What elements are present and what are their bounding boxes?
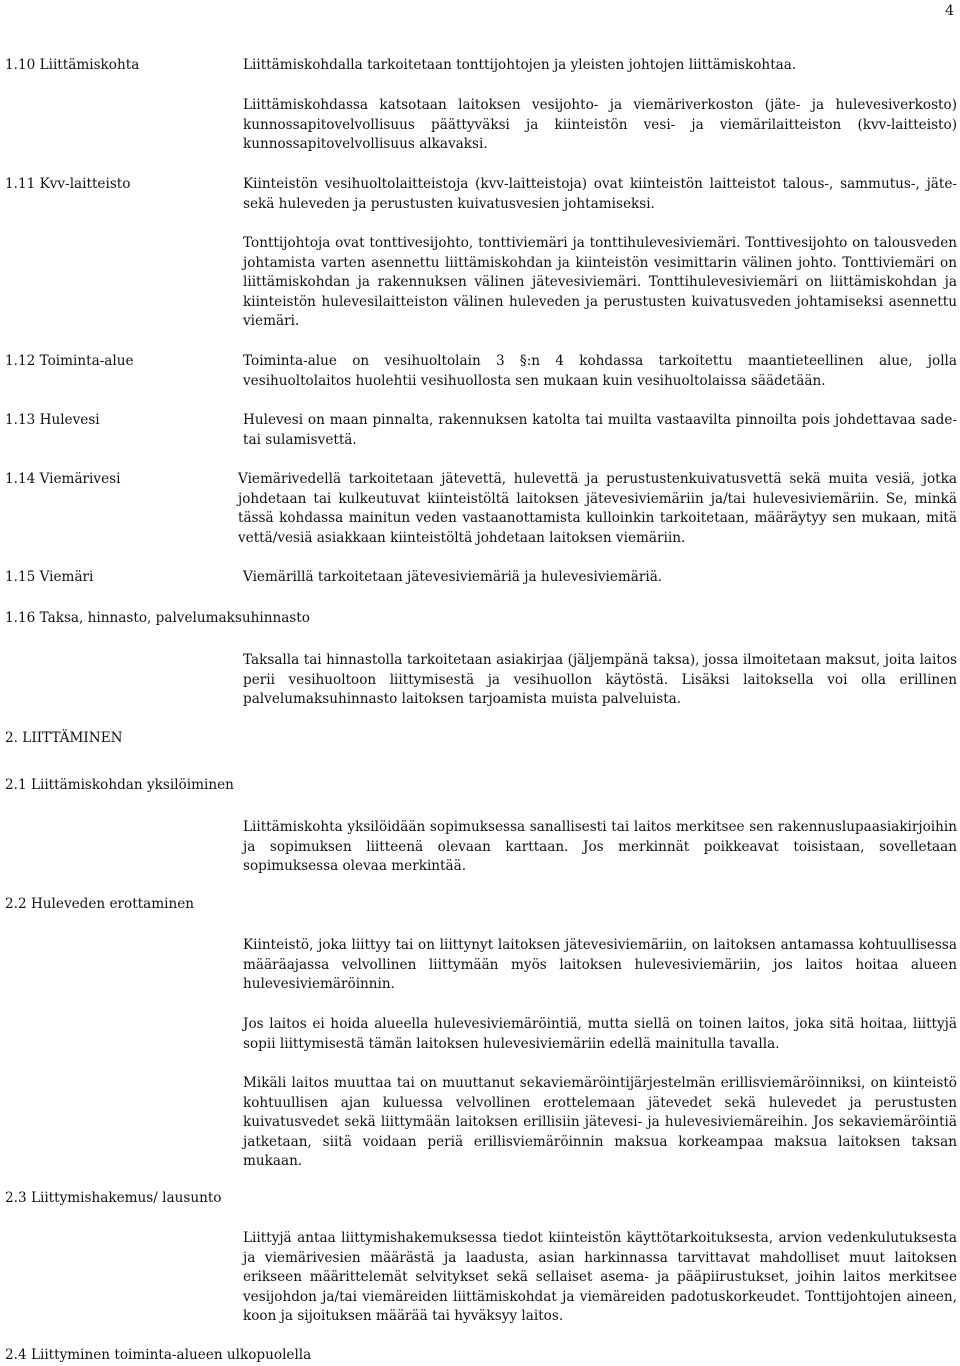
section-term: 1.15 Viemäri (5, 569, 94, 585)
section-paragraph: Tonttijohtoja ovat tonttivesijohto, tonttiviemäri ja tonttihulevesiviemäri. Tonttivesijohto on talousveden johtamista varten asennettu liittämiskohdan ja kiinteistön vesimittarin välinen johto. Tonttiviemäri on liittämiskohdan ja rakennuksen välinen jätevesiviemäri. Tonttihulevesiviemäri on liittämiskohdan ja kiinteistön hulevesilaitteiston välinen huleveden ja perustusten kuivatusveden johtamiseksi asennettu viemäri. (243, 235, 957, 330)
section-paragraph: Jos laitos ei hoida alueella hulevesiviemäröintiä, mutta siellä on toinen laitos, joka sitä hoitaa, liittyjä sopii liittymisestä tämän laitoksen hulevesiviemäriin edellä mainitulla tavalla. (243, 1016, 957, 1052)
section-paragraph: Taksalla tai hinnastolla tarkoitetaan asiakirjaa (jäljempänä taksa), jossa ilmoitetaan maksut, joita laitos perii vesihuoltoon liittymisestä ja vesihuollon käytöstä. Lisäksi laitoksella voi olla erillinen palvelumaksuhinnasto laitoksen tarjoamista muista palveluista. (243, 652, 957, 708)
section-paragraph: Mikäli laitos muuttaa tai on muuttanut sekaviemäröintijärjestelmän erillisviemäröinniksi, on kiinteistö kohtuullisen ajan kuluessa velvollinen erottelemaan jätevedet sekä hulevedet ja perustusten kuivatusvedet sekä liittymään laitoksen erillisiin jätevesi- ja hulevesiviemäreihin. Jos sekaviemäröintiä jatketaan, siitä voidaan periä erillisviemäröinnin maksua korkeampaa maksua laitoksen taksan mukaan. (243, 1075, 957, 1170)
section-paragraph: Viemärivedellä tarkoitetaan jätevettä, hulevettä ja perustustenkuivatusvettä sekä muita vesiä, jotka johdetaan tai kulkeutuvat kiinteistöltä laitoksen jätevesiviemäriin ja/tai hulevesiviemäriin. Se, minkä tässä kohdassa mainitun veden vastaanottamista kulloinkin tarkoitetaan, määräytyy sen mukaan, mitä vettä/vesiä asiakkaan kiinteistöltä johdetaan laitoksen viemäriin. (238, 471, 957, 546)
section-term: 1.14 Viemärivesi (5, 471, 121, 487)
section-paragraph: Kiinteistö, joka liittyy tai on liittynyt laitoksen jätevesiviemäriin, on laitoksen antamassa kohtuullisessa määräajassa velvollinen liittymään myös laitoksen hulevesiviemäriin, jos laitos hoitaa alueen hulevesiviemäröinnin. (243, 937, 957, 993)
section-paragraph: Toiminta-alue on vesihuoltolain 3 §:n 4 kohdassa tarkoitettu maantieteellinen alue, jolla vesihuoltolaitos huolehtii vesihuollosta sen mukaan kuin vesihuoltolaissa säädetään. (243, 353, 957, 389)
section-heading: 2.1 Liittämiskohdan yksilöiminen (5, 777, 234, 793)
section-paragraph: Viemärillä tarkoitetaan jätevesiviemäriä ja hulevesiviemäriä. (243, 569, 663, 585)
section-paragraph: Liittyjä antaa liittymishakemuksessa tiedot kiinteistön käyttötarkoituksesta, arvion vedenkulutuksesta ja viemärivesien määrästä ja laadusta, asian harkinnassa tarvittavat mahdolliset muut laitoksen erikseen määrittelemät selvitykset sekä sellaiset asema- ja pääpiirustukset, joihin laitos merkitsee vesijohdon ja/tai viemäreiden liittämiskohdat ja viemäreiden padotuskorkeudet. Tonttijohtojen aineen, koon ja sijoituksen määrää tai hyväksyy laitos. (243, 1230, 957, 1325)
section-heading: 2.4 Liittyminen toiminta-alueen ulkopuolella (5, 1347, 312, 1363)
chapter-heading: 2. LIITTÄMINEN (5, 730, 123, 746)
section-term: 1.12 Toiminta-alue (5, 353, 134, 369)
section-term: 1.13 Hulevesi (5, 412, 100, 428)
section-term: 1.11 Kvv-laitteisto (5, 176, 131, 192)
section-paragraph: Kiinteistön vesihuoltolaitteistoja (kvv-laitteistoja) ovat kiinteistön laitteistot talous-, sammutus-, jäte- sekä huleveden ja perustusten kuivatusvesien johtamiseksi. (243, 176, 957, 212)
section-paragraph: Liittämiskohta yksilöidään sopimuksessa sanallisesti tai laitos merkitsee sen rakennuslupaasiakirjoihin ja sopimuksen liitteenä olevaan karttaan. Jos merkinnät poikkeavat toisistaan, sovelletaan sopimuksessa olevaa merkintää. (243, 819, 957, 875)
section-term: 1.10 Liittämiskohta (5, 57, 140, 73)
section-heading: 1.16 Taksa, hinnasto, palvelumaksuhinnasto (5, 610, 310, 626)
section-paragraph: Liittämiskohdalla tarkoitetaan tonttijohtojen ja yleisten johtojen liittämiskohtaa. (243, 57, 797, 73)
section-heading: 2.3 Liittymishakemus/ lausunto (5, 1190, 222, 1206)
section-paragraph: Hulevesi on maan pinnalta, rakennuksen katolta tai muilta vastaavilta pinnoilta pois johdettavaa sade- tai sulamisvettä. (243, 412, 957, 448)
page-number: 4 (945, 3, 954, 19)
section-paragraph: Liittämiskohdassa katsotaan laitoksen vesijohto- ja viemäriverkoston (jäte- ja hulevesiverkosto) kunnossapitovelvollisuus päättyväksi ja kiinteistön vesi- ja viemärilaitteiston (kvv-laitteisto) kunnossapitovelvollisuus alkavaksi. (243, 97, 957, 153)
section-heading: 2.2 Huleveden erottaminen (5, 896, 195, 912)
